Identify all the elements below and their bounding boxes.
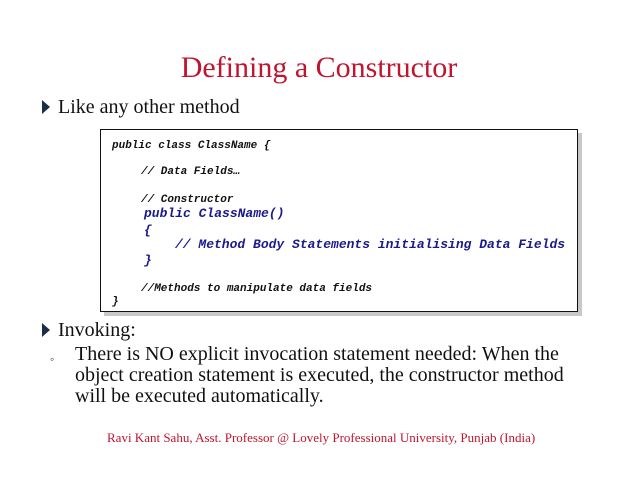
code-line: public ClassName()	[144, 206, 285, 221]
code-line: // Constructor	[141, 194, 234, 206]
code-line: {	[144, 223, 152, 238]
code-box	[100, 129, 578, 312]
bullet-like-any-other-method	[42, 95, 240, 119]
triangle-right-icon	[42, 323, 50, 337]
bullet-invoking	[42, 318, 136, 342]
footer-credit: Ravi Kant Sahu, Asst. Professor @ Lovely Professional University, Punjab (India)	[107, 430, 536, 445]
sub-bullet-text: There is NO explicit invocation statement needed: When the object creation statement is executed, the constructor method will be executed automatically.	[75, 343, 564, 407]
code-line: }	[144, 253, 152, 268]
triangle-right-icon	[42, 100, 50, 114]
code-line: // Method Body Statements initialising Data Fields	[175, 237, 566, 252]
bullet-text: Invoking:	[58, 319, 136, 341]
bullet-text: Like any other method	[58, 96, 240, 118]
slide-title: Defining a Constructor	[180, 51, 458, 84]
code-line: //Methods to manipulate data fields	[141, 283, 373, 295]
code-line: }	[112, 296, 119, 308]
code-line: public class ClassName {	[112, 140, 271, 152]
circle-bullet-icon: ◦	[50, 352, 55, 366]
code-line: // Data Fields…	[141, 166, 241, 178]
